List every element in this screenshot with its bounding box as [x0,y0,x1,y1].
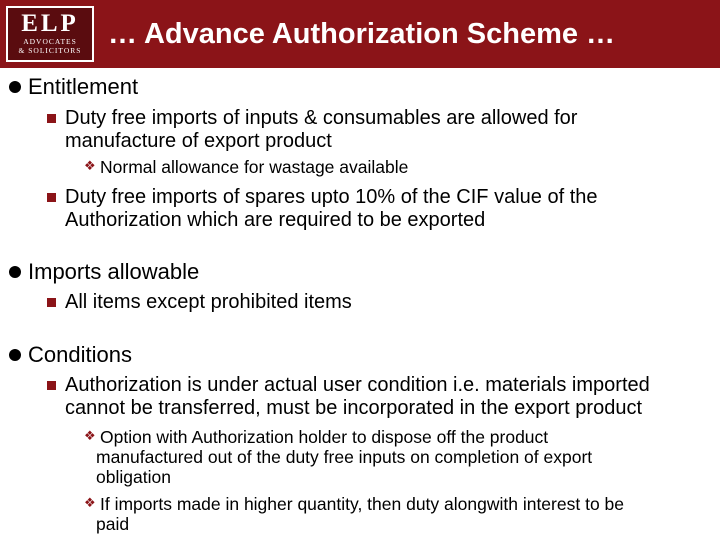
level2-bullet-icon [47,298,56,307]
section-heading-imports-allowable: Imports allowable [28,259,200,284]
section-heading-conditions: Conditions [28,342,132,367]
level3-bullet-icon: ❖ [84,159,96,174]
conditions-subitem-2-line-2: paid [96,514,130,534]
entitlement-item-2-line-2: Authorization which are required to be exported [65,209,486,231]
conditions-item-1-line-2: cannot be transferred, must be incorporated in the export product [65,397,643,419]
conditions-subitem-1-line-3: obligation [96,467,171,487]
entitlement-item-1-line-2: manufacture of export product [65,130,332,152]
level2-bullet-icon [47,114,56,123]
level1-bullet-icon [9,349,21,361]
section-heading-entitlement: Entitlement [28,74,139,99]
conditions-item-1-line-1: Authorization is under actual user condition i.e. materials imported [65,374,650,396]
imports-item-1-line-1: All items except prohibited items [65,291,352,313]
level1-bullet-icon [9,266,21,278]
conditions-subitem-2-line-1: If imports made in higher quantity, then duty alongwith interest to be [100,494,625,514]
logo-line-1: ADVOCATES [23,37,77,46]
entitlement-subitem-line-1: Normal allowance for wastage available [100,157,409,177]
logo-line-2: & SOLICITORS [18,46,82,55]
logo-letters: ELP [21,10,79,37]
slide-title: … Advance Authorization Scheme … [108,18,616,50]
level2-bullet-icon [47,381,56,390]
level3-bullet-icon: ❖ [84,496,96,511]
level3-bullet-icon: ❖ [84,429,96,444]
conditions-subitem-1-line-1: Option with Authorization holder to dispose off the product [100,427,549,447]
level1-bullet-icon [9,81,21,93]
entitlement-item-1-line-1: Duty free imports of inputs & consumables are allowed for [65,107,578,129]
conditions-subitem-1-line-2: manufactured out of the duty free inputs on completion of export [96,447,593,467]
level2-bullet-icon [47,193,56,202]
entitlement-item-2-line-1: Duty free imports of spares upto 10% of the CIF value of the [65,186,598,208]
